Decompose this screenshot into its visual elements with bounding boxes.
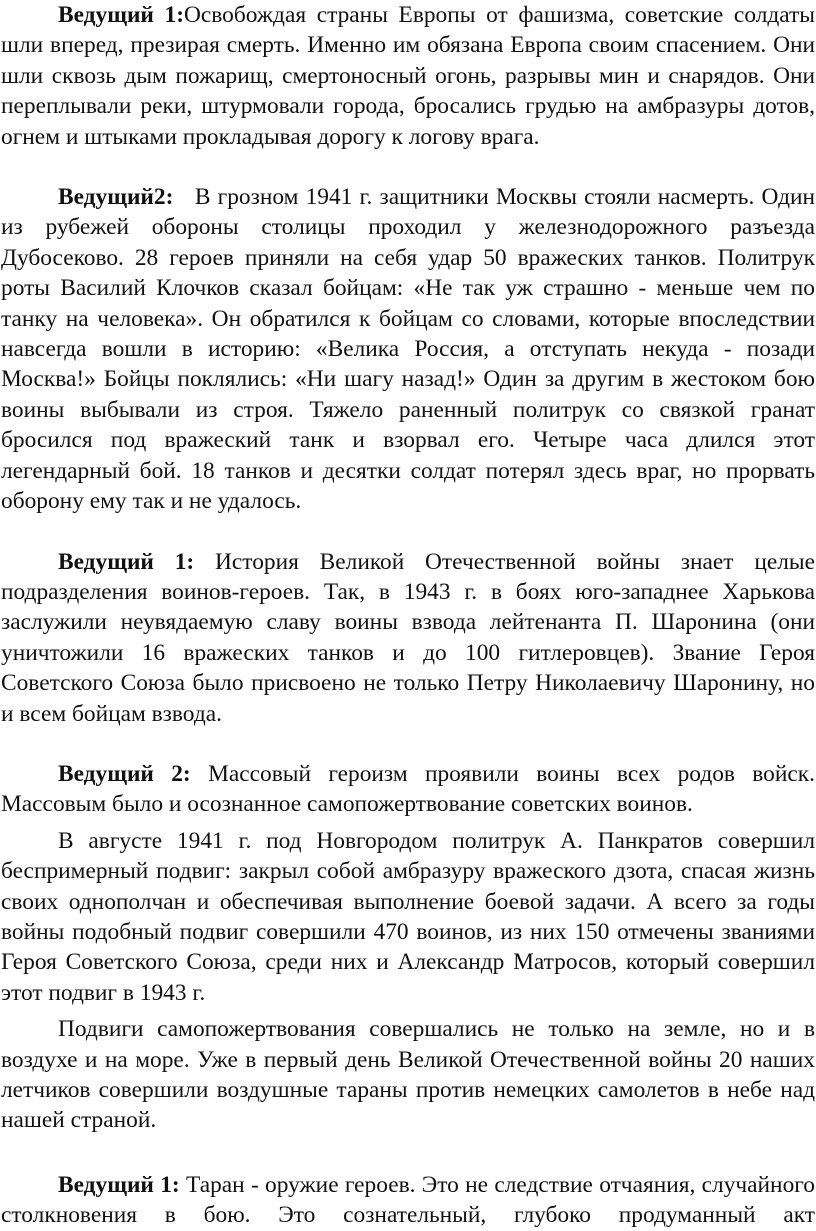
paragraph-3 (1, 547, 815, 729)
paragraph-6 (1, 1014, 815, 1136)
paragraph-text: В августе 1941 г. под Новгородом политрук А. Панкратов совершил беспримерный подвиг: закрыл собой амбразуру вражеского дзота, спасая жизнь своих однополчан и обеспечивая выполнение боевой задачи. А всего за годы войны подобный подвиг совершили 470 воинов, из них 150 отмечены званиями Героя Советского Союза, среди них и Александр Матросов, который совершил этот подвиг в 1943 г. (1, 827, 815, 1006)
paragraph-gap (1, 517, 815, 547)
speaker-label: Ведущий 1: (58, 1171, 180, 1198)
speaker-label: Ведущий 1: (58, 2, 185, 28)
paragraph-2 (1, 182, 815, 516)
paragraph-text: Таран - оружие героев. Это не следствие отчаяния, случайного столкновения в бою. Это сознательный, глубоко продуманный акт (1, 1171, 815, 1229)
paragraph-7 (1, 1170, 815, 1231)
paragraph-text: Освобождая страны Европы от фашизма, советские солдаты шли вперед, презирая смерть. Именно им обязана Европа своим спасением. Они шли сквозь дым пожарищ, смертоносный огонь, разрывы мин и снарядов. Они переплывали реки, штурмовали города, бросались грудью на амбразуры дотов, огнем и штыками прокладывая дорогу к логову врага. (1, 2, 815, 150)
paragraph-gap (1, 152, 815, 182)
paragraph-4 (1, 759, 815, 820)
paragraph-text: История Великой Отечественной войны знает целые подразделения воинов-героев. Так, в 1943 г. в боях юго-западнее Харькова заслужили неувядаемую славу воины взвода лейтенанта П. Шаронина (они уничтожили 16 вражеских танков и до 100 гитлеровцев). Звание Героя Советского Союза было присвоено не только Петру Николаевичу Шаронину, но и всем бойцам взвода. (1, 548, 815, 727)
speaker-label: Ведущий2: (58, 184, 174, 211)
paragraph-1 (1, 0, 815, 152)
paragraph-text: Подвиги самопожертвования совершались не только на земле, но и в воздухе и на море. Уже в первый день Великой Отечественной войны 20 наших летчиков совершили воздушные тараны против немецких самолетов в небе над нашей страной. (1, 1016, 815, 1134)
paragraph-text: Массовый героизм проявили воины всех родов войск. Массовым было и осознанное самопожертвование советских воинов. (1, 760, 815, 818)
paragraph-5 (1, 826, 815, 1008)
speaker-label: Ведущий 1: (58, 548, 195, 575)
speaker-label: Ведущий 2: (58, 760, 191, 787)
paragraph-gap (1, 729, 815, 759)
paragraph-gap (1, 1136, 815, 1170)
paragraph-text: В грозном 1941 г. защитники Москвы стояли насмерть. Один из рубежей обороны столицы проходил у железнодорожного разъезда Дубосеково. 28 героев приняли на себя удар 50 вражеских танков. Политрук роты Василий Клочков сказал бойцам: «Не так уж страшно - меньше чем по танку на человека». Он обратился к бойцам со словами, которые впоследствии навсегда вошли в историю: «Велика Россия, а отступать некуда - позади Москва!» Бойцы поклялись: «Ни шагу назад!» Один за другим в жестоком бою воины выбывали из строя. Тяжело раненный политрук со связкой гранат бросился под вражеский танк и взорвал его. Четыре часа длился этот легендарный бой. 18 танков и десятки солдат потерял здесь враг, но прорвать оборону ему так и не удалось. (1, 184, 816, 515)
